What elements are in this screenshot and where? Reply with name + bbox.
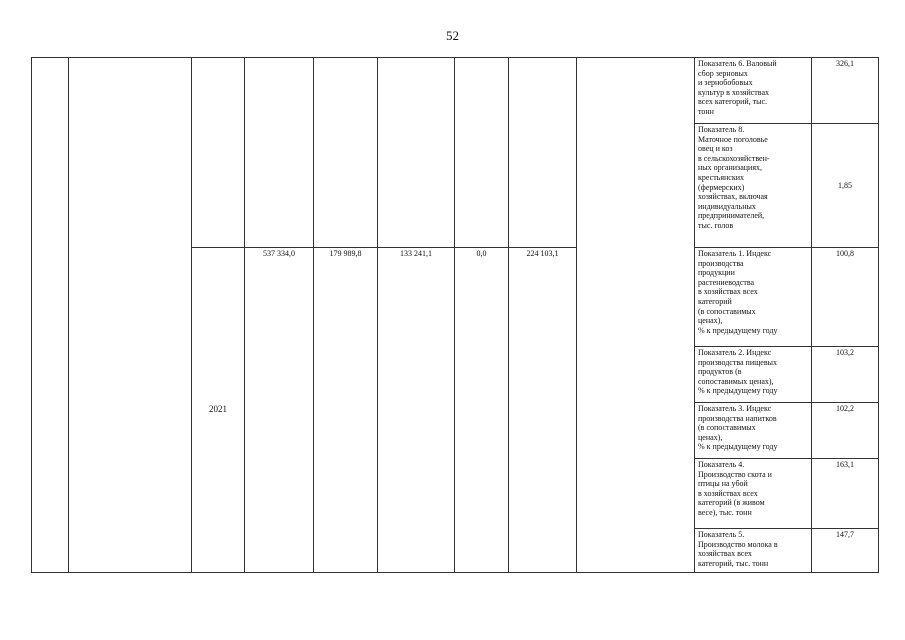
indicator-value: 102,2 (812, 403, 879, 459)
amount-cell: 0,0 (455, 248, 509, 573)
indicator-value: 103,2 (812, 347, 879, 403)
indicator-text: Показатель 6. Валовый сбор зерновых и зернобобовых культур в хозяйствах всех категорий, тыс. тонн (695, 58, 812, 124)
cell-amount-prev-1 (245, 58, 314, 248)
cell-amount-prev-5 (509, 58, 577, 248)
cell-col2 (69, 58, 192, 573)
indicator-text: Показатель 8. Маточное поголовье овец и коз в сельскохозяйствен- ных организациях, крестьянских (фермерских) хозяйствах, включая индивидуальных предпринимателей, тыс. голов (695, 124, 812, 248)
cell-year-prev (192, 58, 245, 248)
amount-cell: 133 241,1 (378, 248, 455, 573)
indicator-value: 100,8 (812, 248, 879, 347)
cell-amount-prev-3 (378, 58, 455, 248)
cell-col1 (32, 58, 69, 573)
indicator-text: Показатель 1. Индекс производства продукции растениеводства в хозяйствах всех категорий (в сопоставимых ценах), % к предыдущему году (695, 248, 812, 347)
amount-cell: 224 103,1 (509, 248, 577, 573)
indicator-value: 147,7 (812, 529, 879, 573)
cell-amount-prev-2 (314, 58, 378, 248)
indicator-text: Показатель 5. Производство молока в хозяйствах всех категорий, тыс. тонн (695, 529, 812, 573)
cell-result (577, 58, 695, 573)
indicator-text: Показатель 4. Производство скота и птицы на убой в хозяйствах всех категорий (в живом весе), тыс. тонн (695, 459, 812, 529)
cell-amount-prev-4 (455, 58, 509, 248)
budget-indicators-table (31, 57, 879, 573)
indicator-text: Показатель 3. Индекс производства напитков (в сопоставимых ценах), % к предыдущему году (695, 403, 812, 459)
indicator-text: Показатель 2. Индекс производства пищевых продуктов (в сопоставимых ценах), % к предыдущему году (695, 347, 812, 403)
indicator-value: 163,1 (812, 459, 879, 529)
page-number: 52 (446, 28, 459, 43)
indicator-value: 1,85 (812, 124, 879, 248)
year-cell: 2021 (192, 248, 245, 573)
amount-cell: 179 989,8 (314, 248, 378, 573)
indicator-value: 326,1 (812, 58, 879, 124)
amount-cell: 537 334,0 (245, 248, 314, 573)
